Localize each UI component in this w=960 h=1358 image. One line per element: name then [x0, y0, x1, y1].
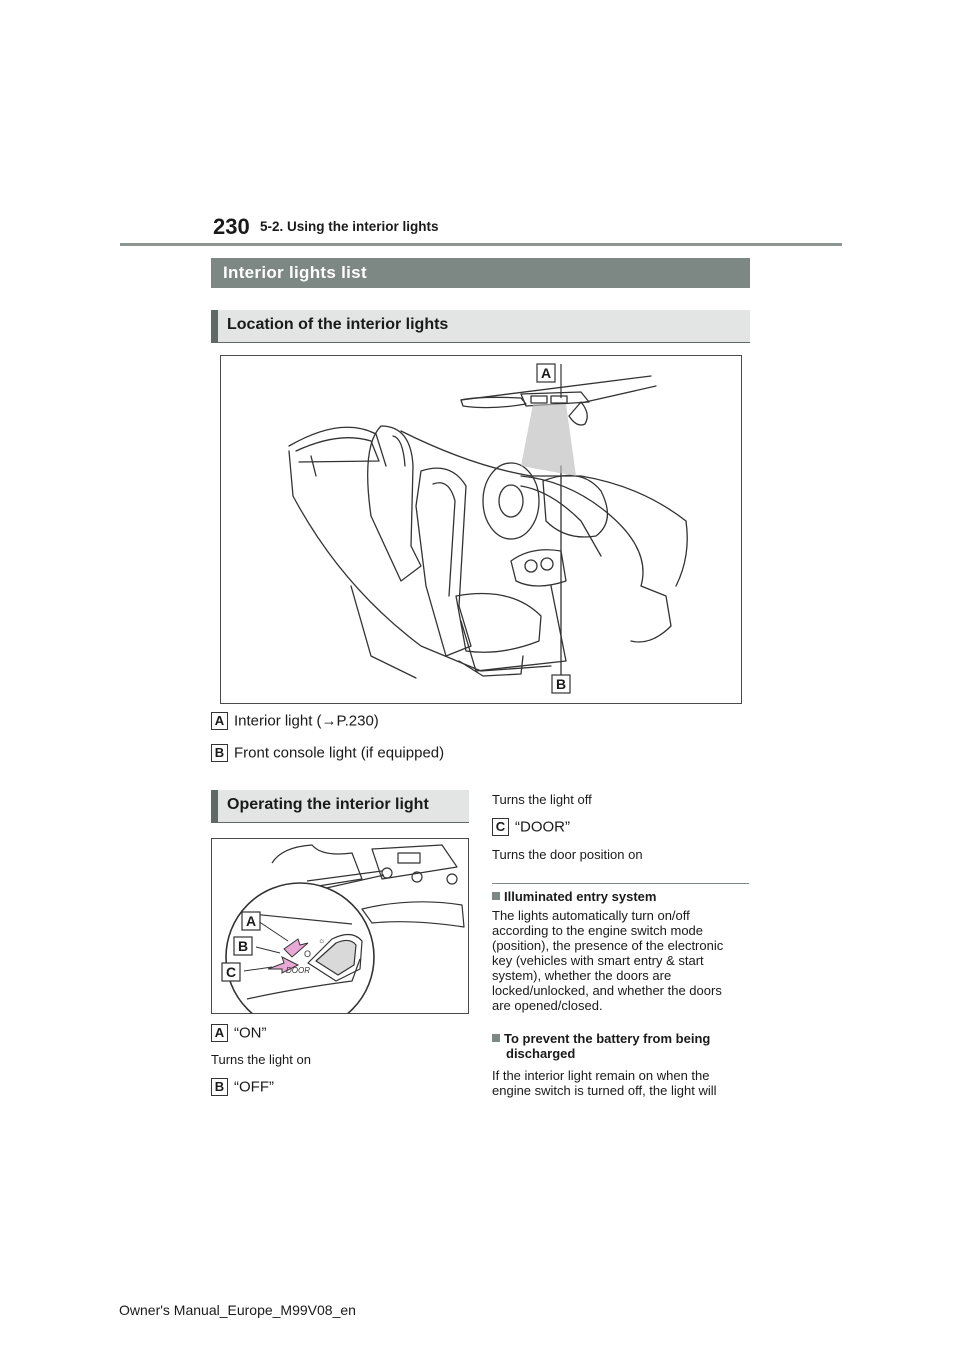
section-title: Interior lights list — [211, 258, 750, 288]
note-line: locked/unlocked, and whether the doors — [492, 983, 722, 998]
switch-callout-b — [234, 937, 252, 955]
operating-label-b: “OFF” — [234, 1078, 274, 1096]
operating-key-b: B — [211, 1078, 228, 1096]
notes-divider — [492, 883, 749, 884]
note-line: according to the engine switch mode — [492, 923, 704, 938]
interior-lights-location-figure — [220, 355, 742, 704]
note-body-battery — [492, 1068, 750, 1098]
switch-callout-c — [222, 963, 240, 981]
page-number: 230 — [213, 214, 250, 239]
operating-label-c: “DOOR” — [515, 818, 570, 836]
legend-text-b: Front console light (if equipped) — [234, 744, 445, 762]
callout-a-label: A — [540, 365, 552, 381]
switch-callout-a — [242, 912, 260, 930]
legend-item-a — [211, 712, 379, 730]
operating-item-c — [492, 818, 570, 836]
note-line: (position), the presence of the electronic — [492, 938, 724, 953]
interior-light-switch-figure — [211, 838, 469, 1014]
location-heading: Location of the interior lights — [211, 310, 750, 343]
switch-illustration — [212, 839, 468, 1013]
callout-a — [537, 364, 555, 382]
header-rule — [120, 243, 842, 246]
switch-door-label: DOOR — [286, 966, 310, 975]
callout-b — [552, 675, 570, 693]
note-line: engine switch is turned off, the light will — [492, 1083, 717, 1098]
svg-text:☼: ☼ — [318, 936, 326, 945]
legend-text-a: Interior light (→P.230) — [234, 712, 379, 730]
operating-key-c: C — [492, 818, 509, 836]
legend-item-b — [211, 744, 444, 762]
callout-b-label: B — [555, 676, 567, 692]
note-body-illuminated-entry — [492, 908, 750, 1013]
note-line: system), whether the doors are — [492, 968, 672, 983]
bullet-square-icon — [492, 892, 500, 900]
bullet-square-icon — [492, 1034, 500, 1042]
note-line: The lights automatically turn on/off — [492, 908, 690, 923]
operating-desc-a: Turns the light on — [211, 1052, 311, 1067]
operating-heading: Operating the interior light — [211, 790, 469, 823]
operating-item-b — [211, 1078, 274, 1096]
footer-manual-id: Owner's Manual_Europe_M99V08_en — [119, 1302, 356, 1318]
switch-callout-b-label: B — [237, 938, 249, 954]
note-heading-illuminated-entry-text: Illuminated entry system — [504, 889, 657, 904]
note-line: If the interior light remain on when the — [492, 1068, 710, 1083]
operating-desc-c: Turns the door position on — [492, 847, 643, 862]
operating-key-a: A — [211, 1024, 228, 1042]
note-line: key (vehicles with smart entry & start — [492, 953, 704, 968]
switch-callout-c-label: C — [225, 964, 237, 980]
note-heading-battery-line-1: To prevent the battery from being — [504, 1031, 711, 1046]
note-heading-battery — [492, 1031, 750, 1061]
section-path: 5-2. Using the interior lights — [260, 219, 439, 234]
operating-desc-b: Turns the light off — [492, 792, 592, 807]
legend-key-a: A — [211, 712, 228, 730]
legend-key-b: B — [211, 744, 228, 762]
switch-off-mark: O — [304, 949, 312, 959]
note-heading-battery-line-2: discharged — [506, 1046, 576, 1061]
note-line: are opened/closed. — [492, 998, 603, 1013]
car-interior-illustration — [221, 356, 741, 703]
operating-label-a: “ON” — [234, 1024, 267, 1042]
note-heading-illuminated-entry — [492, 889, 656, 904]
switch-callout-a-label: A — [245, 913, 257, 929]
operating-item-a — [211, 1024, 267, 1042]
